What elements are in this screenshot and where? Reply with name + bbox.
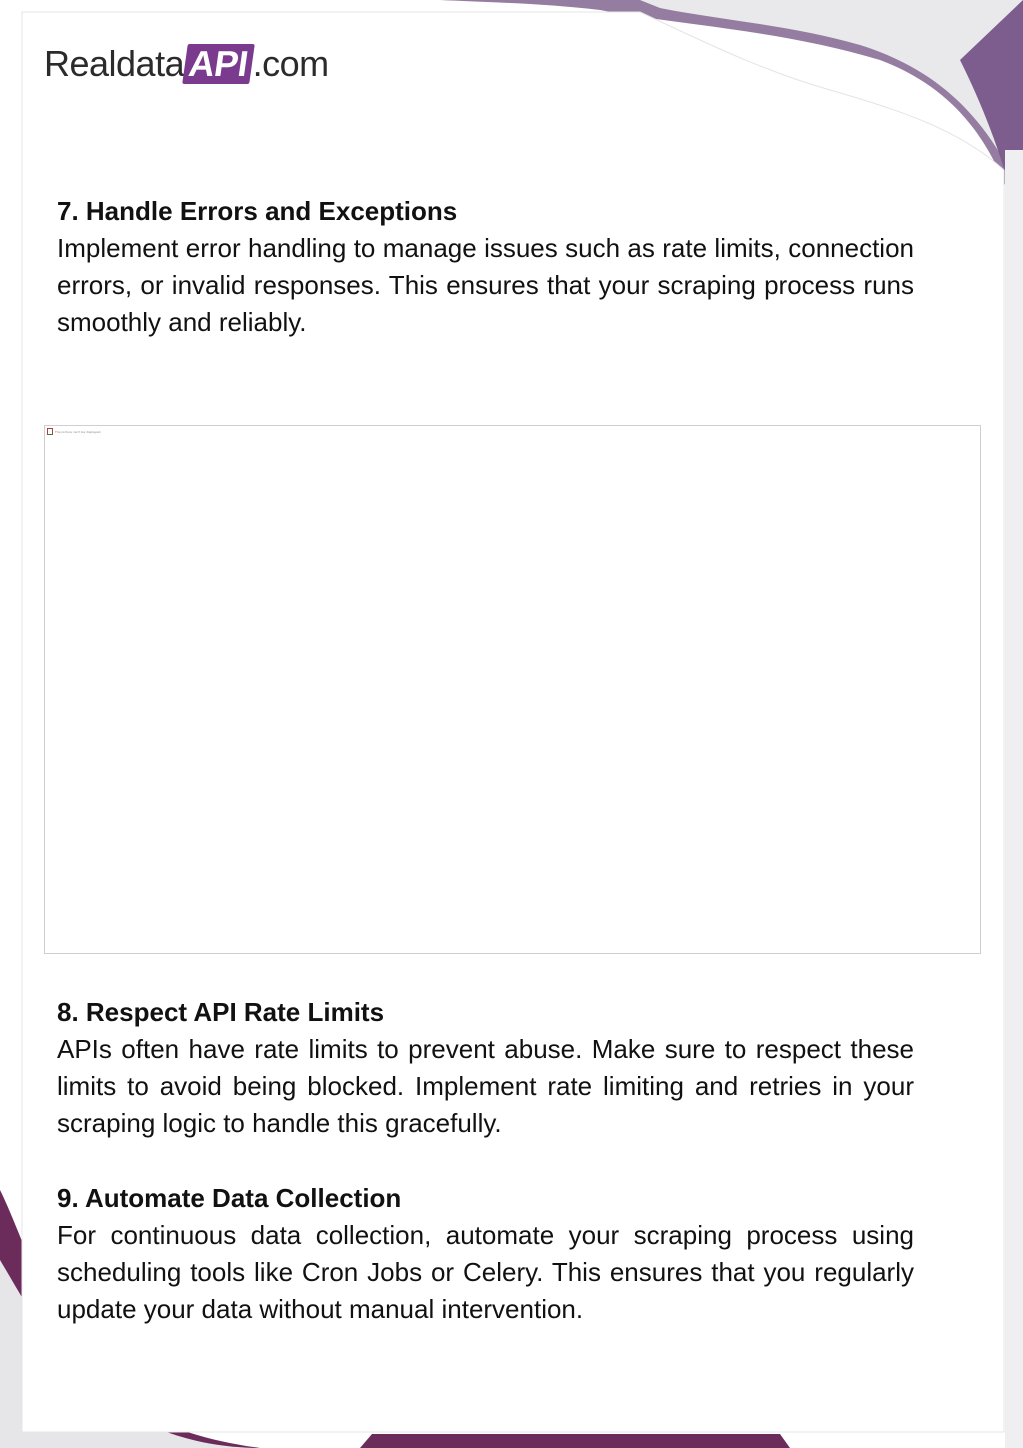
section-handle-errors xyxy=(57,193,914,341)
section-body: For continuous data collection, automate your scraping process using scheduling tools like Cron Jobs or Celery. This ensures that you regularly update your data without manual intervention. xyxy=(57,1220,914,1324)
logo-prefix: Realdata xyxy=(44,43,185,84)
section-body: APIs often have rate limits to prevent abuse. Make sure to respect these limits to avoid being blocked. Implement rate limiting and retries in your scraping logic to handle this gracefully. xyxy=(57,1034,914,1138)
section-heading: 9. Automate Data Collection xyxy=(57,1183,402,1213)
realdataapi-logo xyxy=(44,38,329,90)
logo-suffix: .com xyxy=(252,43,329,84)
section-heading: 7. Handle Errors and Exceptions xyxy=(57,196,458,226)
broken-image-icon xyxy=(47,428,53,435)
logo-api-badge: API xyxy=(182,44,254,84)
embedded-image-placeholder xyxy=(44,425,981,954)
image-alt-text: The picture can't be displayed. xyxy=(55,429,102,434)
section-rate-limits xyxy=(57,994,914,1142)
section-automate-collection xyxy=(57,1180,914,1328)
broken-image-indicator xyxy=(47,428,101,435)
section-heading: 8. Respect API Rate Limits xyxy=(57,997,385,1027)
section-body: Implement error handling to manage issues such as rate limits, connection errors, or invalid responses. This ensures that your scraping process runs smoothly and reliably. xyxy=(57,233,914,337)
